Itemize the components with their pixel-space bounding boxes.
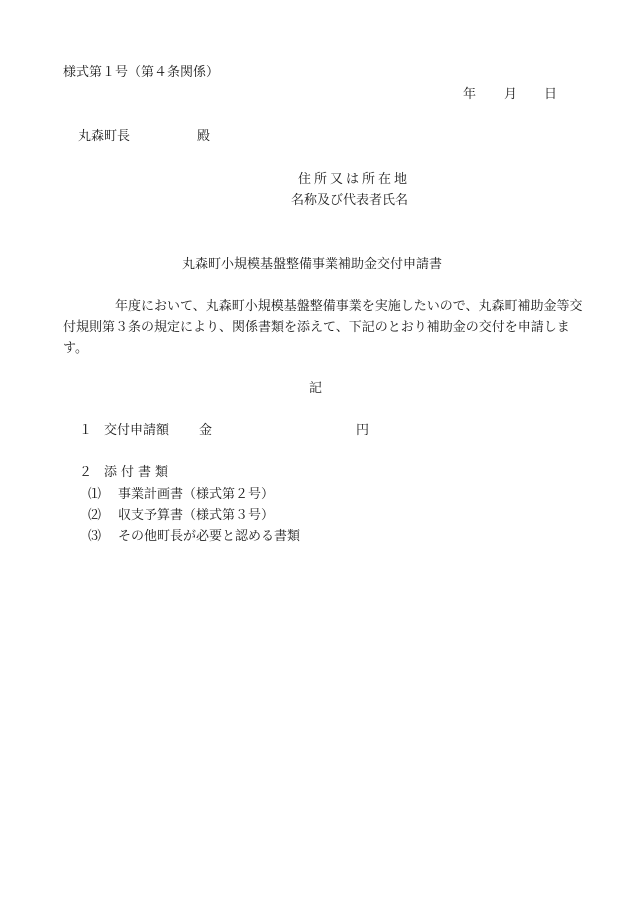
date-month-label: 月 — [504, 87, 518, 102]
body-paragraph: 年度において、丸森町小規模基盤整備事業を実施したいので、丸森町補助金等交付規則第３条の規定により、関係書類を添えて、下記のとおり補助金の交付を申請します。 — [63, 299, 583, 356]
item2-number: ２ — [79, 465, 93, 480]
item1-number: １ — [79, 423, 93, 438]
addressee-honorific: 殿 — [197, 129, 211, 144]
document-title: 丸森町小規模基盤整備事業補助金交付申請書 — [182, 257, 443, 272]
attachment-text: その他町長が必要と認める書類 — [118, 529, 301, 544]
date-year-label: 年 — [463, 87, 477, 102]
item1-amount-unit: 円 — [356, 423, 370, 438]
item1-label: 交付申請額 — [104, 423, 170, 438]
attachment-number: ⑵ — [88, 508, 102, 523]
item2-label: 添付書類 — [104, 465, 173, 480]
item1-amount-prefix: 金 — [199, 423, 213, 438]
attachment-text: 事業計画書（様式第２号） — [118, 487, 275, 502]
addressee-name: 丸森町長 — [78, 129, 131, 144]
date-day-label: 日 — [544, 87, 558, 102]
form-number: 様式第１号（第４条関係） — [63, 65, 220, 80]
attachment-number: ⑴ — [88, 487, 102, 502]
applicant-name-label: 名称及び代表者氏名 — [291, 193, 409, 208]
applicant-address-label: 住所又は所在地 — [298, 172, 411, 187]
attachment-text: 収支予算書（様式第３号） — [118, 508, 275, 523]
attachment-number: ⑶ — [88, 529, 102, 544]
ki-heading: 記 — [309, 381, 323, 396]
